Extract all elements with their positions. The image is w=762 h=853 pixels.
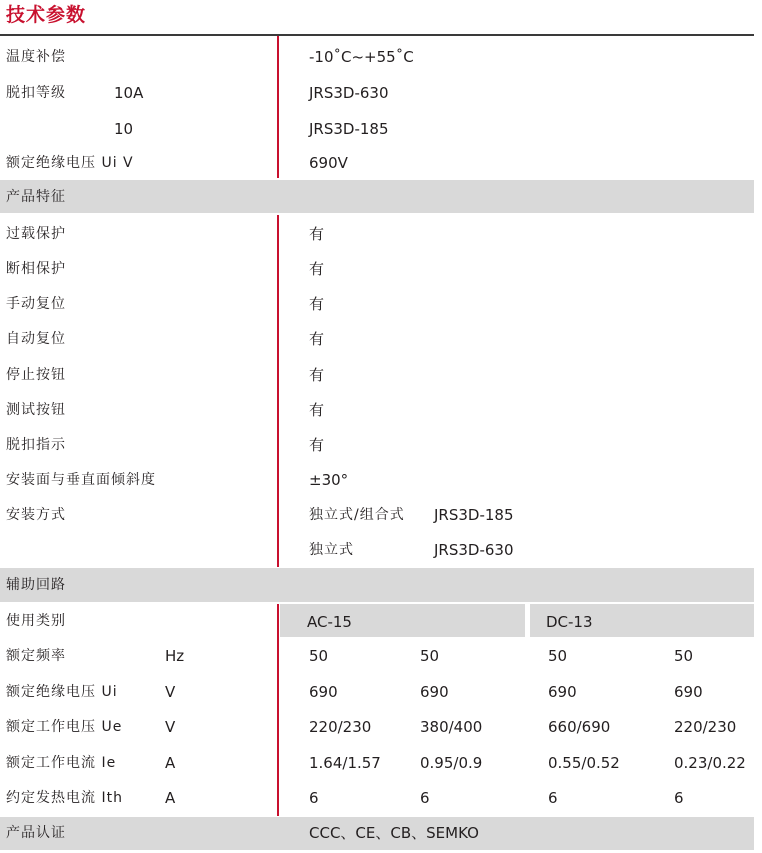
feature-value: 有 [309,401,325,419]
aux-row-label: 额定工作电流 Ie [6,755,117,771]
feature-label: 过载保护 [6,226,66,242]
aux-header: 辅助回路 [6,577,66,593]
cert-value: CCC、CE、CB、SEMKO [309,824,479,842]
feature-value: 有 [309,436,325,454]
aux-header-band [0,568,754,602]
aux-cell: 6 [420,789,430,807]
trip-value-2: JRS3D-185 [309,120,389,138]
aux-cell: 220/230 [309,718,372,736]
aux-cell: 6 [309,789,319,807]
aux-cell: 50 [309,647,329,665]
aux-cell: 50 [548,647,568,665]
ui-value: 690V [309,154,348,172]
feature-label: 手动复位 [6,296,66,312]
features-header-band [0,180,754,213]
aux-row-label: 约定发热电流 Ith [6,790,123,806]
category-label: 使用类别 [6,613,66,629]
aux-row-unit: A [165,789,176,807]
aux-cell: 6 [548,789,558,807]
aux-cell: 380/400 [420,718,483,736]
aux-cell: 690 [674,683,703,701]
aux-cell: 220/230 [674,718,737,736]
aux-cell: 660/690 [548,718,611,736]
mount-model-2: JRS3D-630 [434,541,514,559]
aux-cell: 50 [674,647,694,665]
aux-cell: 1.64/1.57 [309,754,381,772]
feature-value: 有 [309,295,325,313]
aux-cell: 50 [420,647,440,665]
aux-row-unit: V [165,718,176,736]
trip-class-2: 10 [114,120,134,138]
feature-label: 测试按钮 [6,402,66,418]
feature-label: 自动复位 [6,331,66,347]
feature-value: 有 [309,225,325,243]
ac-label: AC-15 [307,613,352,631]
cert-label: 产品认证 [6,825,66,841]
feature-value: 有 [309,260,325,278]
feature-label: 断相保护 [6,261,66,277]
mount-type-2: 独立式 [309,542,354,558]
aux-cell: 690 [420,683,449,701]
column-divider [277,215,279,567]
column-divider [277,604,279,816]
ui-label: 额定绝缘电压 Ui V [6,155,134,171]
aux-row-label: 额定频率 [6,648,66,664]
aux-cell: 0.23/0.22 [674,754,746,772]
aux-cell: 0.55/0.52 [548,754,620,772]
title-rule [0,34,754,36]
aux-cell: 6 [674,789,684,807]
feature-label: 安装面与垂直面倾斜度 [6,472,156,488]
aux-cell: 690 [309,683,338,701]
temp-label: 温度补偿 [6,49,66,65]
aux-row-unit: V [165,683,176,701]
mount-type-1: 独立式/组合式 [309,507,405,523]
feature-value: 有 [309,366,325,384]
features-header: 产品特征 [6,189,66,205]
aux-row-label: 额定绝缘电压 Ui [6,684,118,700]
aux-cell: 0.95/0.9 [420,754,483,772]
feature-value: 有 [309,330,325,348]
trip-class-1: 10A [114,84,144,102]
section-title: 技术参数 [6,4,87,26]
dc-label: DC-13 [546,613,593,631]
feature-label: 脱扣指示 [6,437,66,453]
aux-row-label: 额定工作电压 Ue [6,719,123,735]
mount-model-1: JRS3D-185 [434,506,514,524]
feature-label: 停止按钮 [6,367,66,383]
aux-cell: 690 [548,683,577,701]
mount-label: 安装方式 [6,507,66,523]
aux-row-unit: A [165,754,176,772]
temp-value: -10˚C~+55˚C [309,48,414,66]
column-divider [277,36,279,178]
trip-value-1: JRS3D-630 [309,84,389,102]
aux-row-unit: Hz [165,647,185,665]
trip-label: 脱扣等级 [6,85,66,101]
feature-value: ±30° [309,471,349,489]
